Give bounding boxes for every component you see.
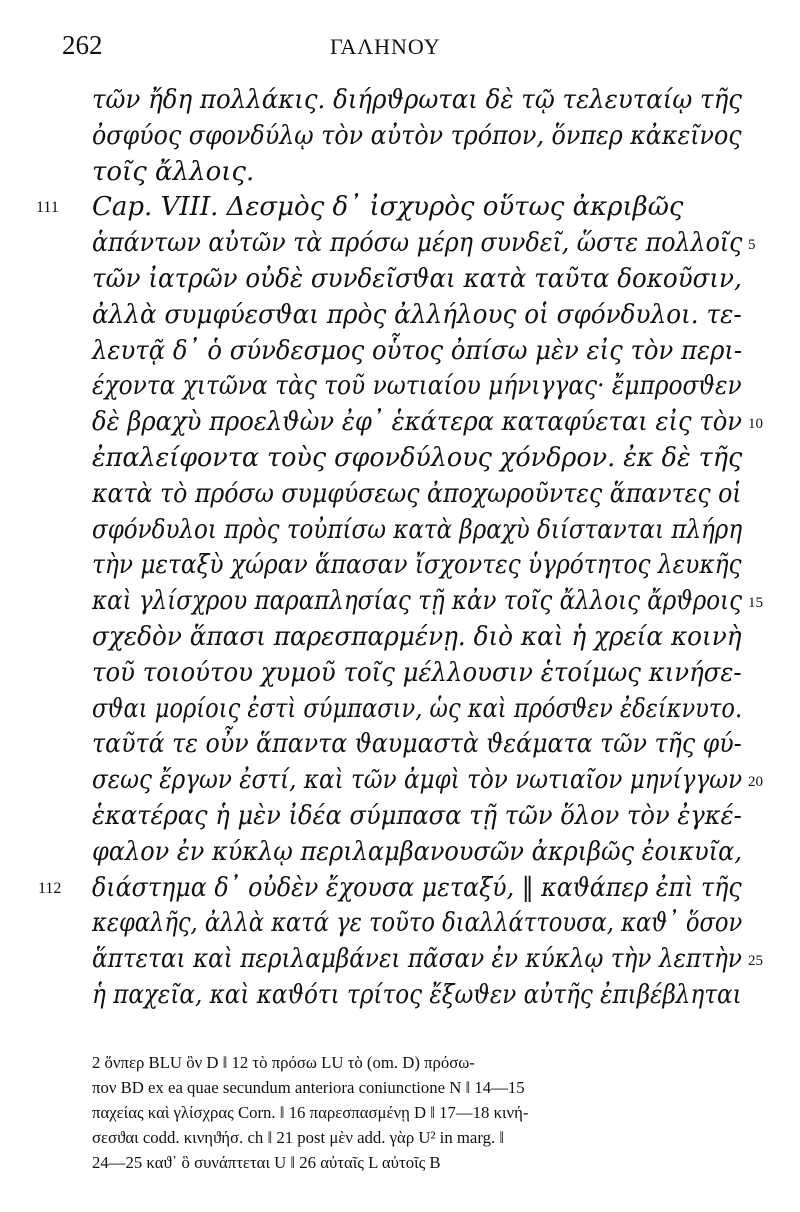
text-line: ἐπαλείφοντα τοὺς σφονδύλους χόνδρον. ἐκ δὲ τῆς (92, 443, 743, 473)
text-line: ἀλλὰ συμφύεσϑαι πρὸς ἀλλήλους οἱ σφόνδυλοι. τε- (92, 299, 742, 330)
line-number: 15 (748, 595, 763, 612)
text-line: σϑαι μορίοις ἐστὶ σύμπασιν, ὡς καὶ πρόσϑεν ἐδείκνυτο. (92, 693, 743, 724)
text-line: τοῦ τοιούτου χυμοῦ τοῖς μέλλουσιν ἑτοίμως κινήσε- (92, 657, 742, 688)
margin-reference-number: 111 (36, 199, 59, 217)
line-number: 10 (748, 416, 763, 433)
text-line: δὲ βραχὺ προελϑὼν ἐφ᾽ ἑκάτερα καταφύεται εἰς τὸν (92, 407, 743, 438)
text-line: τὴν μεταξὺ χώραν ἅπασαν ἴσχοντες ὑγρότητος λευκῆς (92, 550, 742, 581)
text-line: ἑκατέρας ἡ μὲν ἰδέα σύμπασα τῇ τῶν ὅλον τὸν ἐγκέ- (92, 801, 742, 831)
line-number: 20 (748, 774, 763, 791)
line-number: 5 (748, 237, 756, 254)
critical-apparatus (92, 1050, 752, 1175)
text-line: έχοντα χιτῶνα τὰς τοῦ νωτιαίου μήνιγγας· ἔμπροσϑεν (92, 371, 742, 402)
text-line: ἅπτεται καὶ περιλαμβάνει πᾶσαν ἐν κύκλῳ τὴν λεπτὴν (92, 944, 742, 975)
apparatus-line: 2 ὅνπερ BLU ὃν D ‖ 12 τὸ πρόσω LU τὸ (om. D) πρόσω- (92, 1053, 475, 1072)
text-line: λευτᾷ δ᾽ ὁ σύνδεσμος οὗτος ὀπίσω μὲν εἰς τὸν περι- (92, 335, 743, 366)
text-line: ἡ παχεῖα, καὶ καϑότι τρίτος ἔξωϑεν αὐτῆς ἐπιβέβληται (92, 980, 742, 1010)
page-number: 262 (62, 30, 103, 60)
text-line: ὀσφύος σφονδύλῳ τὸν αὐτὸν τρόπον, ὅνπερ κἀκεῖνος (92, 120, 742, 151)
text-line: σεως ἔργων ἐστί, καὶ τῶν ἀμφὶ τὸν νωτιαῖον μηνίγγων (92, 765, 743, 796)
text-line: σχεδὸν ἅπασι παρεσπαρμένῃ. διὸ καὶ ἡ χρεία κοινὴ (92, 622, 742, 652)
text-line: τοῖς ἄλλοις. (92, 156, 255, 187)
text-line: κατὰ τὸ πρόσω συμφύσεως ἀποχωροῦντες ἅπαντες οἱ (92, 478, 742, 509)
text-line: καὶ γλίσχρου παραπλησίας τῇ κἀν τοῖς ἄλλοις ἄρϑροις (92, 586, 743, 617)
text-line: ἁπάντων αὐτῶν τὰ πρόσω μέρη συνδεῖ, ὥστε πολλοῖς (92, 228, 743, 259)
text-line: φαλον ἐν κύκλῳ περιλαμβανουσῶν ἀκριβῶς ἐοικυῖα, (92, 836, 742, 867)
margin-reference-number: 112 (38, 879, 62, 897)
apparatus-line: πον BD ex ea quae secundum anteriora coniunctione N ‖ 14—15 (92, 1078, 525, 1097)
page-header (62, 30, 740, 70)
text-line: διάστημα δ᾽ οὐδὲν ἔχουσα μεταξύ, ‖ καϑάπερ ἐπὶ τῆς (92, 872, 742, 903)
text-line: Cap. VIII. Δεσμὸς δ᾽ ἰσχυρὸς οὕτως ἀκριβῶς (92, 192, 684, 223)
apparatus-line: παχείας καὶ γλίσχρας Corn. ‖ 16 παρεσπασμένῃ D ‖ 17—18 κινή- (92, 1103, 529, 1122)
text-line: ταῦτά τε οὖν ἅπαντα ϑαυμαστὰ ϑεάματα τῶν τῆς φύ- (92, 729, 742, 760)
running-title: ΓΑΛΗΝΟΥ (330, 34, 441, 59)
text-line: τῶν ἰατρῶν οὐδὲ συνδεῖσϑαι κατὰ ταῦτα δοκοῦσιν, (92, 264, 742, 294)
text-line: τῶν ἤδη πολλάκις. διήρϑρωται δὲ τῷ τελευταίῳ τῆς (92, 85, 742, 115)
text-line: σφόνδυλοι πρὸς τοὐπίσω κατὰ βραχὺ διίστανται πλήρη (92, 514, 743, 545)
text-line: κεφαλῆς, ἀλλὰ κατά γε τοῦτο διαλλάττουσα, καϑ᾽ ὅσον (92, 908, 743, 939)
apparatus-line: σεσϑαι codd. κινηϑήσ. ch ‖ 21 post μὲν add. γὰρ U² in marg. ‖ (92, 1128, 505, 1147)
apparatus-line: 24—25 καϑ᾽ ὃ συνάπτεται U ‖ 26 αὐταῖς L αὐτοῖς B (92, 1153, 441, 1172)
line-number: 25 (748, 953, 763, 970)
